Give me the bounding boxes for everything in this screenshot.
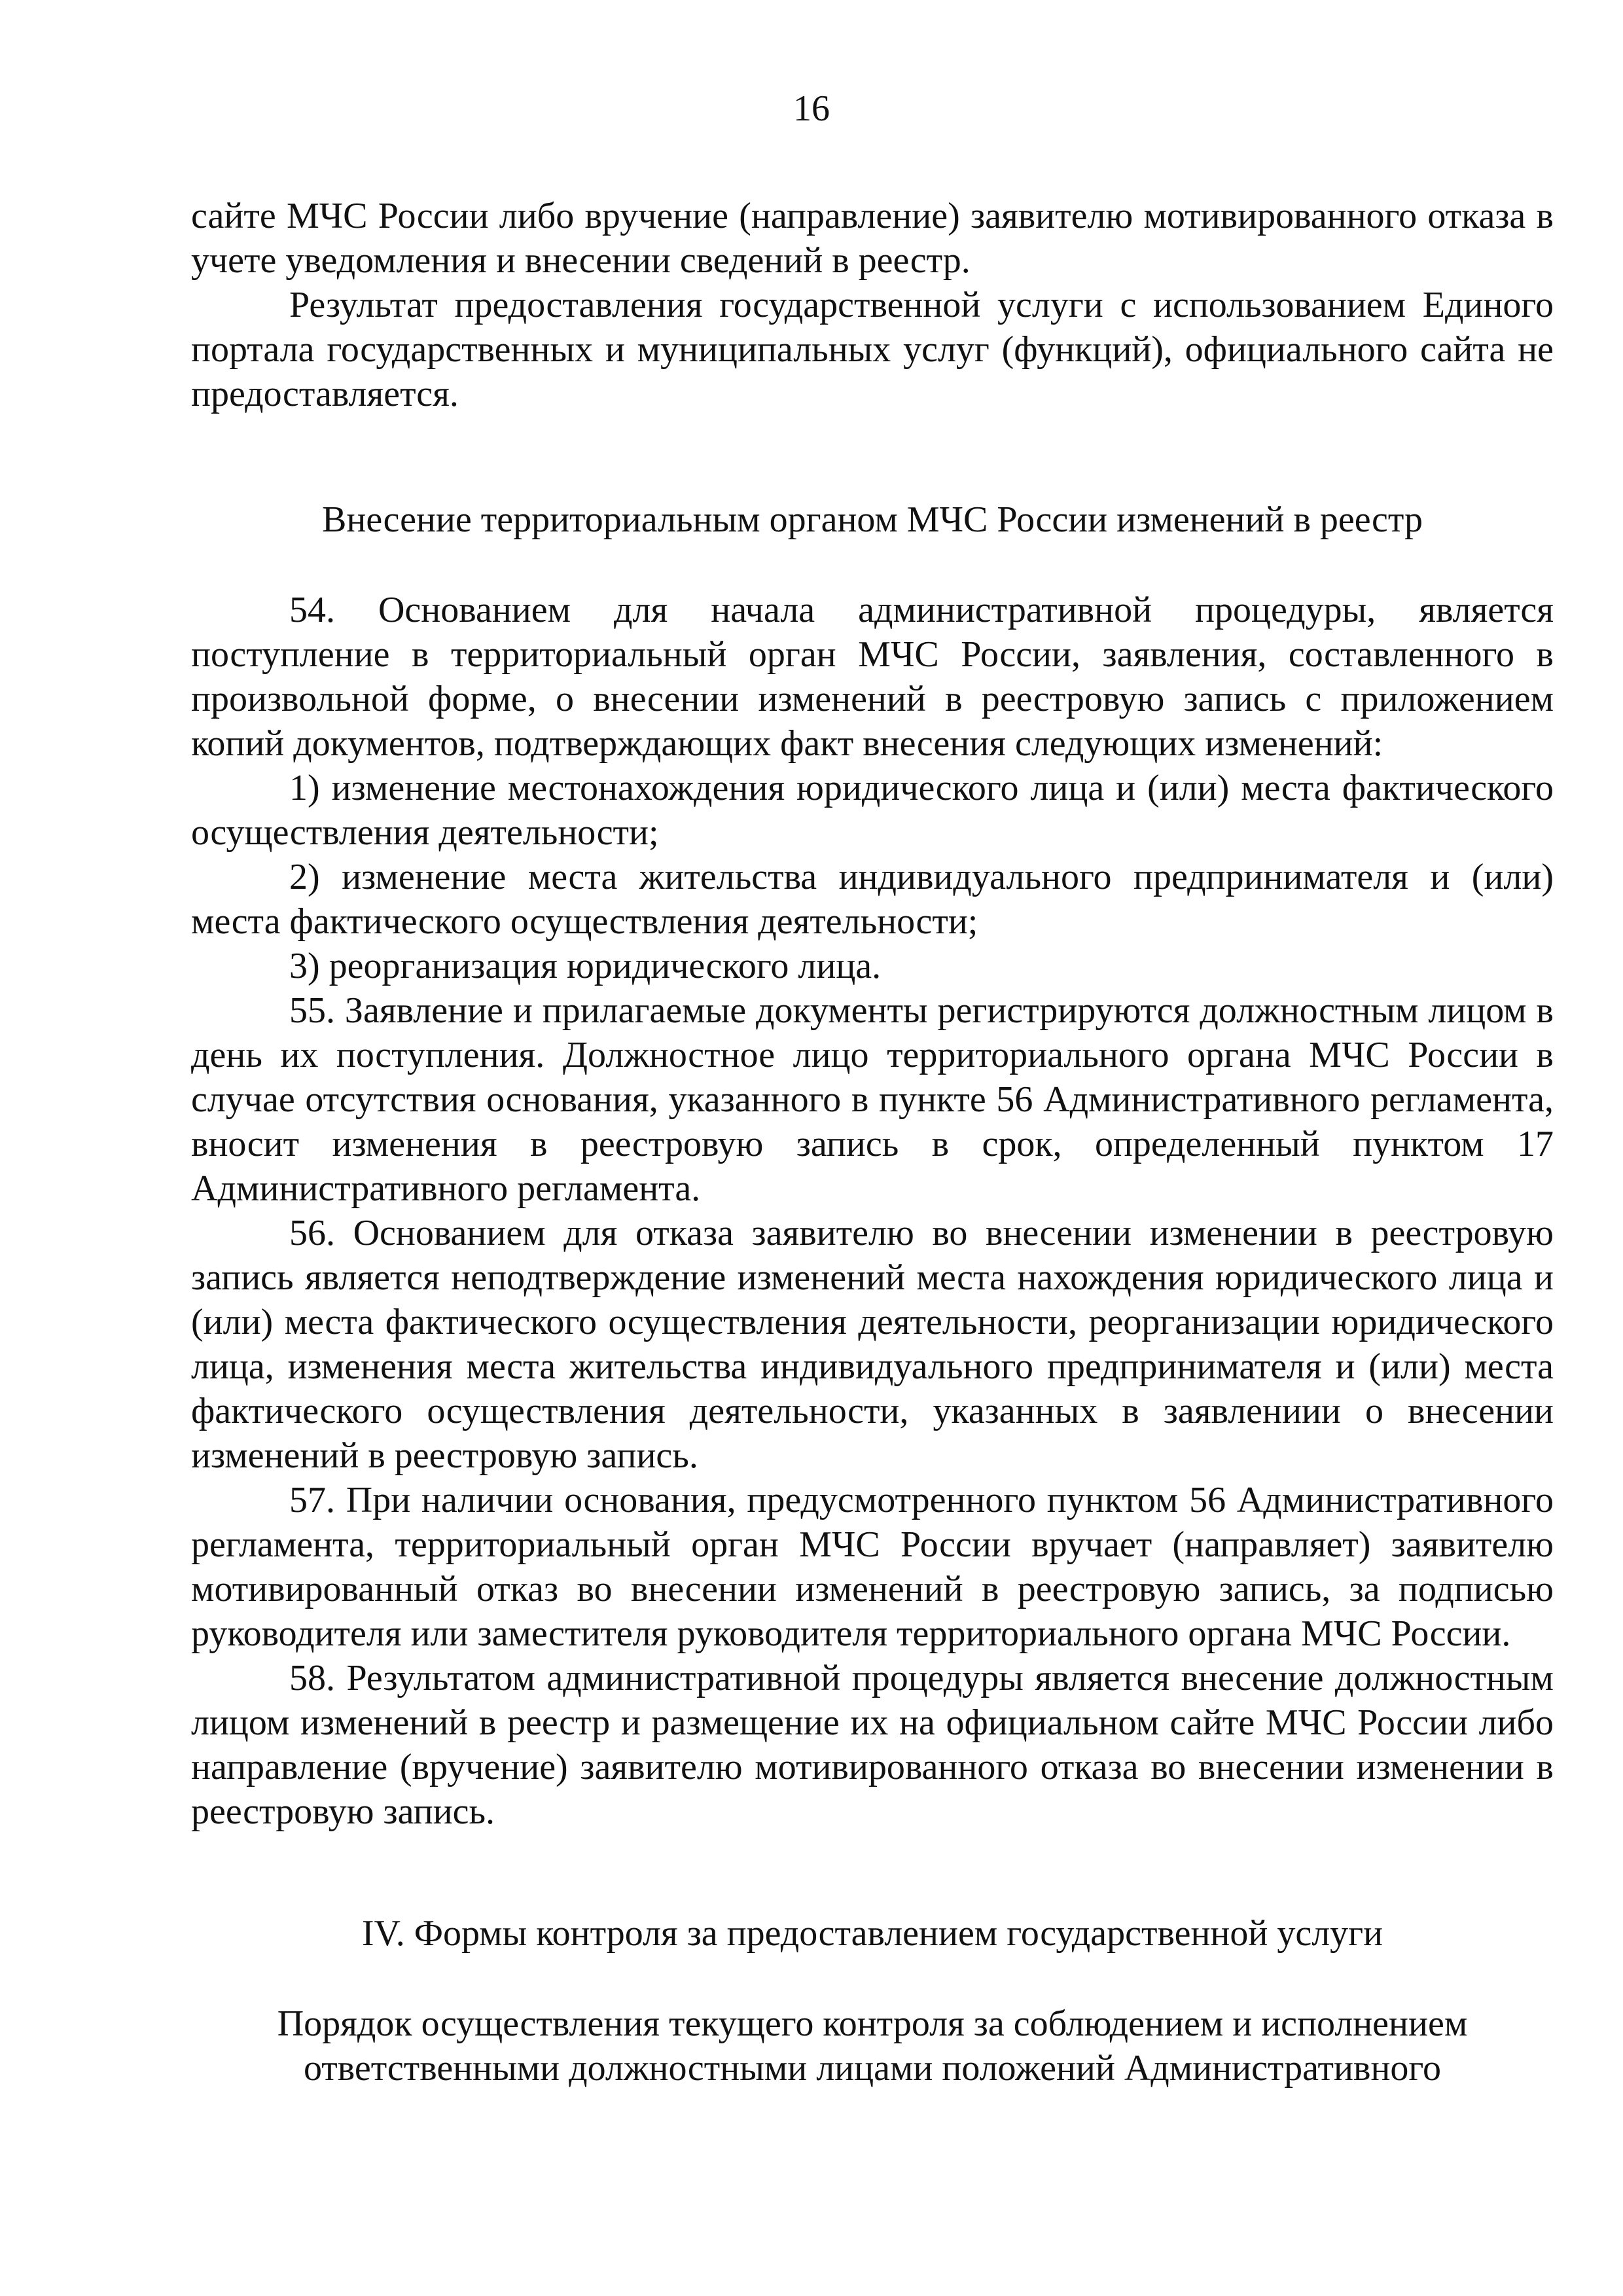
paragraph-continuation: сайте МЧС России либо вручение (направление) заявителю мотивированного отказа в учете уведомления и внесении сведений в реестр. — [191, 196, 1554, 281]
section-heading-registry-changes: Внесение территориальным органом МЧС России изменений в реестр — [322, 499, 1423, 540]
paragraph-54-item-2: 2) изменение места жительства индивидуального предпринимателя и (или) места фактического осуществления деятельности; — [191, 857, 1554, 942]
intro-text-block — [191, 194, 1554, 416]
subsection-heading-line-2: ответственными должностными лицами положений Административного — [304, 2048, 1441, 2089]
section-heading-control-forms: IV. Формы контроля за предоставлением государственной услуги — [361, 1913, 1383, 1954]
paragraph-54-item-1: 1) изменение местонахождения юридического лица и (или) места фактического осуществления деятельности; — [191, 768, 1554, 853]
paragraph-57: 57. При наличии основания, предусмотренного пунктом 56 Административного регламента, территориальный орган МЧС России вручает (направляет) заявителю мотивированный отказ во внесении изменений в реестровую запись, за подписью руководителя или заместителя руководителя территориального органа МЧС России. — [191, 1480, 1554, 1654]
paragraph-result-portal: Результат предоставления государственной услуги с использованием Единого портала государственных и муниципальных услуг (функций), официального сайта не предоставляется. — [191, 285, 1554, 414]
page-number: 16 — [793, 88, 830, 129]
paragraph-54: 54. Основанием для начала административной процедуры, является поступление в территориальный орган МЧС России, заявления, составленного в произвольной форме, о внесении изменений в реестровую запись с приложением копий документов, подтверждающих факт внесения следующих изменений: — [191, 590, 1554, 764]
paragraph-56: 56. Основанием для отказа заявителю во внесении изменении в реестровую запись является неподтверждение изменений места нахождения юридического лица и (или) места фактического осуществления деятельности, реорганизации юридического лица, изменения места жительства индивидуального предпринимателя и (или) места фактического осуществления деятельности, указанных в заявлениии о внесении изменений в реестровую запись. — [191, 1213, 1554, 1476]
main-text-block — [191, 588, 1554, 1834]
paragraph-55: 55. Заявление и прилагаемые документы регистрируются должностным лицом в день их поступления. Должностное лицо территориального органа МЧС России в случае отсутствия основания, указанного в пункте 56 Административного регламента, вносит изменения в реестровую запись в срок, определенный пунктом 17 Административного регламента. — [191, 990, 1554, 1209]
subsection-heading-line-1: Порядок осуществления текущего контроля за соблюдением и исполнением — [277, 2003, 1468, 2044]
paragraph-58: 58. Результатом административной процедуры является внесение должностным лицом изменений в реестр и размещение их на официальном сайте МЧС России либо направление (вручение) заявителю мотивированного отказа во внесении изменении в реестровую запись. — [191, 1658, 1554, 1832]
paragraph-54-item-3: 3) реорганизация юридического лица. — [289, 946, 882, 986]
subsection-heading-current-control — [191, 2001, 1554, 2090]
